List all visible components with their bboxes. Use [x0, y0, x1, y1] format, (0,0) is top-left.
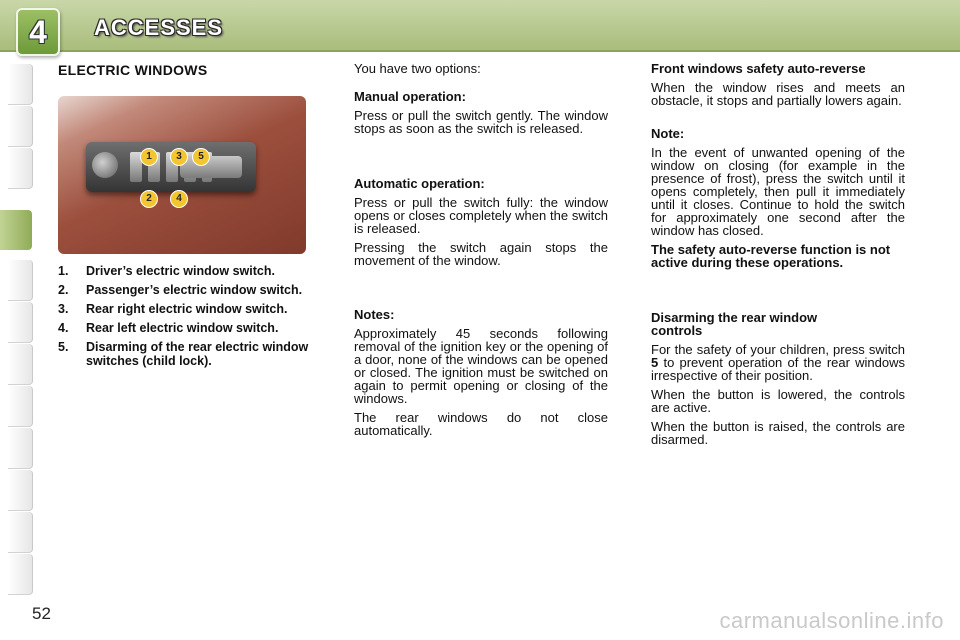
chapter-tab-8[interactable] — [8, 386, 33, 427]
auto-text: Press or pull the switch fully: the window opens or closes completely when the switch is released. — [354, 195, 608, 236]
legend-item — [58, 283, 318, 297]
operation-column — [354, 62, 608, 437]
legend-number: 3. — [58, 302, 69, 316]
chapter-number: 4 — [29, 14, 47, 50]
chapter-tab-7[interactable] — [8, 344, 33, 385]
callout-1: 1 — [140, 148, 158, 166]
chapter-badge — [16, 8, 60, 56]
disarm-switch-number: 5 — [651, 355, 659, 370]
disarm-text-a: For the safety of your children, press switch — [651, 342, 905, 357]
chapter-tab-2[interactable] — [8, 106, 33, 147]
section-title: ELECTRIC WINDOWS — [58, 62, 208, 78]
switch-panel — [86, 142, 256, 192]
legend-text: Rear right electric window switch. — [86, 302, 288, 316]
disarm-heading: Disarming the rear window controls — [651, 310, 818, 338]
front-autoreverse-text: When the window rises and meets an obstacle, it stops and partially lowers again. — [651, 80, 905, 108]
chapter-tab-6[interactable] — [8, 302, 33, 343]
note-heading: Note: — [651, 126, 685, 141]
auto-text-2: Pressing the switch again stops the movement of the window. — [354, 240, 608, 268]
note-text: In the event of unwanted opening of the window on closing (for example in the presence of frost), press the switch until it opens completely, then pull it immediately until it closes. Continue to hold the switch for approximately one second after the window has closed. — [651, 145, 905, 238]
disarm-text — [651, 343, 905, 382]
legend-text: Passenger’s electric window switch. — [86, 283, 303, 297]
callout-4: 4 — [170, 190, 188, 208]
legend-text: Rear left electric window switch. — [86, 321, 279, 335]
manual-text: Press or pull the switch gently. The window stops as soon as the switch is released. — [354, 108, 608, 136]
intro-text: You have two options: — [354, 61, 481, 76]
mirror-knob — [92, 152, 118, 178]
legend-text: Disarming of the rear electric window switches (child lock). — [86, 340, 309, 368]
notes-text-2: The rear windows do not close automatically. — [354, 410, 608, 438]
note-bold-text: The safety auto-reverse function is not active during these operations. — [651, 242, 891, 270]
legend-text: Driver’s electric window switch. — [86, 264, 275, 278]
auto-heading: Automatic operation: — [354, 176, 485, 191]
legend-number: 4. — [58, 321, 69, 335]
chapter-tab-3[interactable] — [8, 148, 33, 189]
chapter-tab-11[interactable] — [8, 512, 33, 553]
chapter-tab-5[interactable] — [8, 260, 33, 301]
header-divider — [0, 50, 960, 52]
watermark: carmanualsonline.info — [719, 608, 944, 633]
notes-text: Approximately 45 seconds following removal of the ignition key or the opening of a door, none of the windows can be opened or closed. The ignition must be switched on again to permit opening or closing of the windows. — [354, 326, 608, 406]
manual-heading: Manual operation: — [354, 89, 466, 104]
callout-2: 2 — [140, 190, 158, 208]
disarm-text-b: to prevent operation of the rear windows irrespective of their position. — [651, 355, 905, 383]
raised-text: When the button is raised, the controls are disarmed. — [651, 419, 905, 447]
notes-heading: Notes: — [354, 307, 395, 322]
legend-number: 2. — [58, 283, 69, 297]
page-number: 52 — [32, 604, 51, 623]
callout-5: 5 — [192, 148, 210, 166]
callout-3: 3 — [170, 148, 188, 166]
legend-number: 5. — [58, 340, 69, 354]
front-autoreverse-heading: Front windows safety auto-reverse — [651, 61, 866, 76]
legend-number: 1. — [58, 264, 69, 278]
chapter-tab-12[interactable] — [8, 554, 33, 595]
window-switch-photo — [58, 96, 306, 254]
legend-item — [58, 302, 318, 316]
chapter-tab-9[interactable] — [8, 428, 33, 469]
panel-lid — [180, 156, 242, 178]
legend-item — [58, 340, 318, 368]
lowered-text: When the button is lowered, the controls are active. — [651, 387, 905, 415]
switch-legend — [58, 264, 318, 373]
chapter-tab-4-active[interactable] — [0, 210, 32, 250]
legend-item — [58, 264, 318, 278]
chapter-title: ACCESSES — [94, 15, 224, 40]
legend-item — [58, 321, 318, 335]
safety-column — [651, 62, 905, 446]
chapter-tab-1[interactable] — [8, 64, 33, 105]
chapter-tab-10[interactable] — [8, 470, 33, 511]
